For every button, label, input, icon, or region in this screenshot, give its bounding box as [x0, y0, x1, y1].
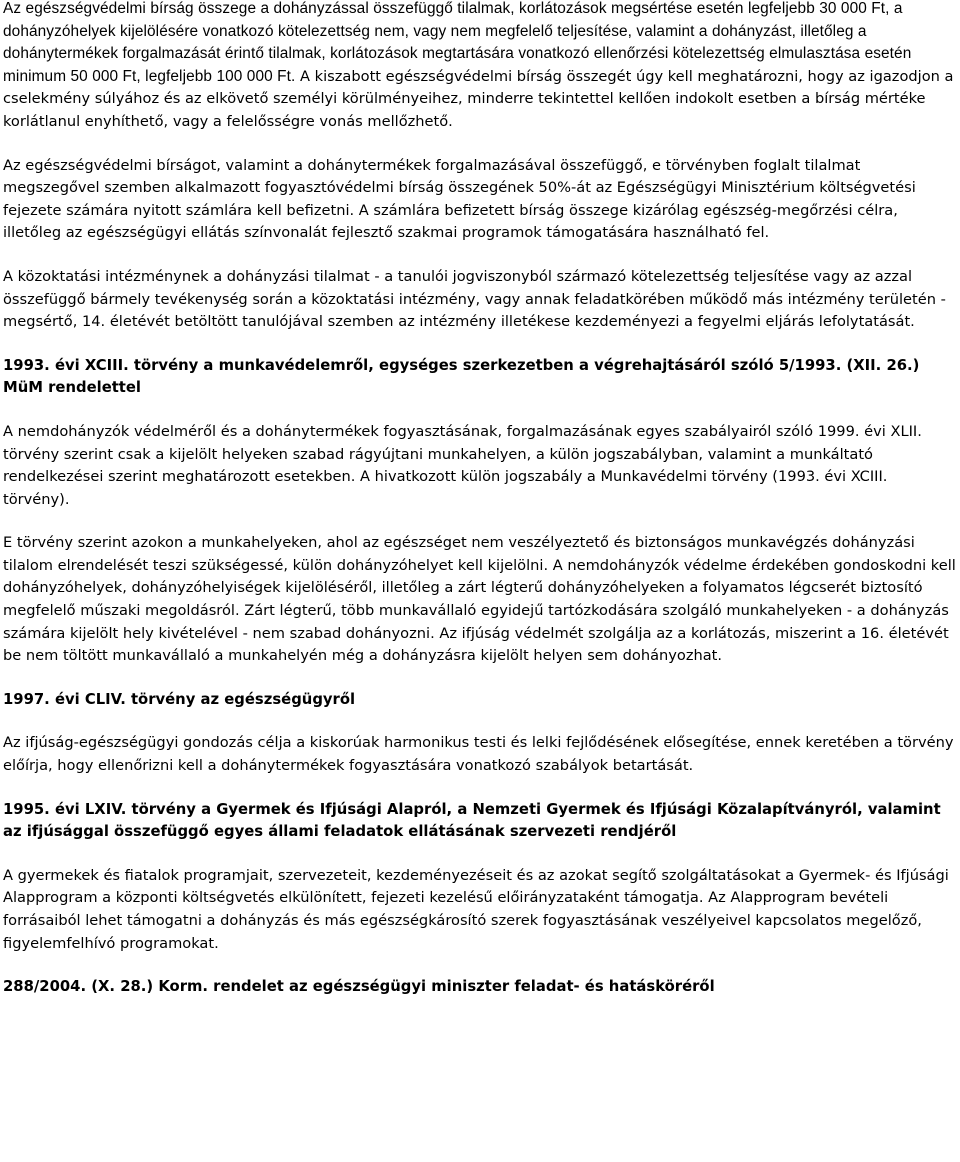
paragraph-fine-usage: Az egészségvédelmi bírságot, valamint a dohánytermékek forgalmazásával összefüggő, e törvényben foglalt tilalmat megszegővel szemben alkalmazott fogyasztóvédelmi bírság összegének 50%-át az Egészségügyi Minisztérium költségvetési fejezete számára nyitott számlára kell befizetni. A számlára befizetett bírság összege kizárólag egészség-megőrzési célra, illetőleg az egészségügyi ellátás színvonalát fejlesztő szakmai programok támogatására használható fel. — [3, 156, 916, 242]
heading-1997-cliv: 1997. évi CLIV. törvény az egészségügyről — [3, 690, 356, 708]
paragraph-youth-programme: A gyermekek és fiatalok programjait, szervezeteit, kezdeményezéseit és az azokat segítő szolgáltatásokat a Gyermek- és Ifjúsági Alapprogram a központi költségvetés elkülönített, fejezeti kezelésű előirányzataként támogatja. Az Alapprogram bevételi forrásaiból lehet támogatni a dohányzás és más egészségkárosító szerek fogyasztásának veszélyeivel kapcsolatos megelőző, figyelemfelhívó programokat. — [3, 866, 949, 952]
document-page — [3, 0, 957, 1020]
fine-limits-text: Az egészségvédelmi bírság összege a dohányzással összefüggő tilalmak, korlátozások megsértése esetén legfeljebb 30 000 Ft, a dohányzóhelyek kijelölésére vonatkozó kötelezettség nem, vagy nem megfelelő teljesítése, valamint a dohányzást, illetőleg a dohánytermékek forgalmazását érintő tilalmak, korlátozások megtartására vonatkozó ellenőrzési kötelezettség elmulasztása esetén minimum 50 000 Ft, legfeljebb 100 000 Ft. — [3, 0, 912, 85]
paragraph-fine-amounts-text — [3, 0, 957, 134]
heading-1993-xciii: 1993. évi XCIII. törvény a munkavédelemről, egységes szerkezetben a végrehajtásáról szóló 5/1993. (XII. 26.) MüM rendelettel — [3, 356, 920, 397]
paragraph-smoking-areas: E törvény szerint azokon a munkahelyeken, ahol az egészséget nem veszélyeztető és biztonságos munkavégzés dohányzási tilalom elrendelését teszi szükségessé, külön dohányzóhelyet kell kijelölni. A nemdohányzók védelme érdekében gondoskodni kell dohányzóhelyek, dohányzóhelyiségek kijelöléséről, illetőleg a zárt légterű dohányzóhelyeken a folyamatos légcserét biztosító megfelelő műszaki megoldásról. Zárt légterű, több munkavállaló egyidejű tartózkodására szolgáló munkahelyeken - a dohányzás számára kijelölt hely kivételével - nem szabad dohányozni. Az ifjúság védelmét szolgálja az a korlátozás, miszerint a 16. életévét be nem töltött munkavállaló a munkahelyén még a dohányzásra kijelölt helyen sem dohányozhat. — [3, 534, 956, 665]
paragraph-fine-amounts — [3, 0, 957, 134]
heading-1995-lxiv: 1995. évi LXIV. törvény a Gyermek és Ifjúsági Alapról, a Nemzeti Gyermek és Ifjúsági Közalapítványról, valamint az ifjúsággal összefüggő egyes állami feladatok ellátásának szervezeti rendjéről — [3, 800, 941, 841]
heading-288-2004: 288/2004. (X. 28.) Korm. rendelet az egészségügyi miniszter feladat- és hatásköréről — [3, 978, 715, 996]
fine-determination-text: A kiszabott egészségvédelmi bírság összegét úgy kell meghatározni, hogy az igazodjon a cselekmény súlyához és az elkövető személyi körülményeihez, minderre tekintettel kellően indokolt esetben a bírság mértéke korlátlanul enyhíthető, vagy a felelősségre vonás mellőzhető. — [3, 67, 954, 130]
paragraph-youth-health: Az ifjúság-egészségügyi gondozás célja a kiskorúak harmonikus testi és lelki fejlődésének elősegítése, ennek keretében a törvény előírja, hogy ellenőrizni kell a dohánytermékek fogyasztására vonatkozó szabályok betartását. — [3, 734, 954, 775]
paragraph-school-discipline: A közoktatási intézménynek a dohányzási tilalmat - a tanulói jogviszonyból származó kötelezettség teljesítése vagy az azzal összefüggő bármely tevékenység során a közoktatási intézmény, vagy annak feladatkörében működő más intézmény területén - megsértő, 14. életévét betöltött tanulójával szemben az intézmény illetékese kezdeményezi a fegyelmi eljárás lefolytatását. — [3, 267, 946, 331]
paragraph-workplace-smoking: A nemdohányzók védelméről és a dohánytermékek fogyasztásának, forgalmazásának egyes szabályairól szóló 1999. évi XLII. törvény szerint csak a kijelölt helyeken szabad rágyújtani munkahelyen, a külön jogszabályban, valamint a munkáltató rendelkezései szerint meghatározott esetekben. A hivatkozott külön jogszabály a Munkavédelmi törvény (1993. évi XCIII. törvény). — [3, 422, 922, 508]
